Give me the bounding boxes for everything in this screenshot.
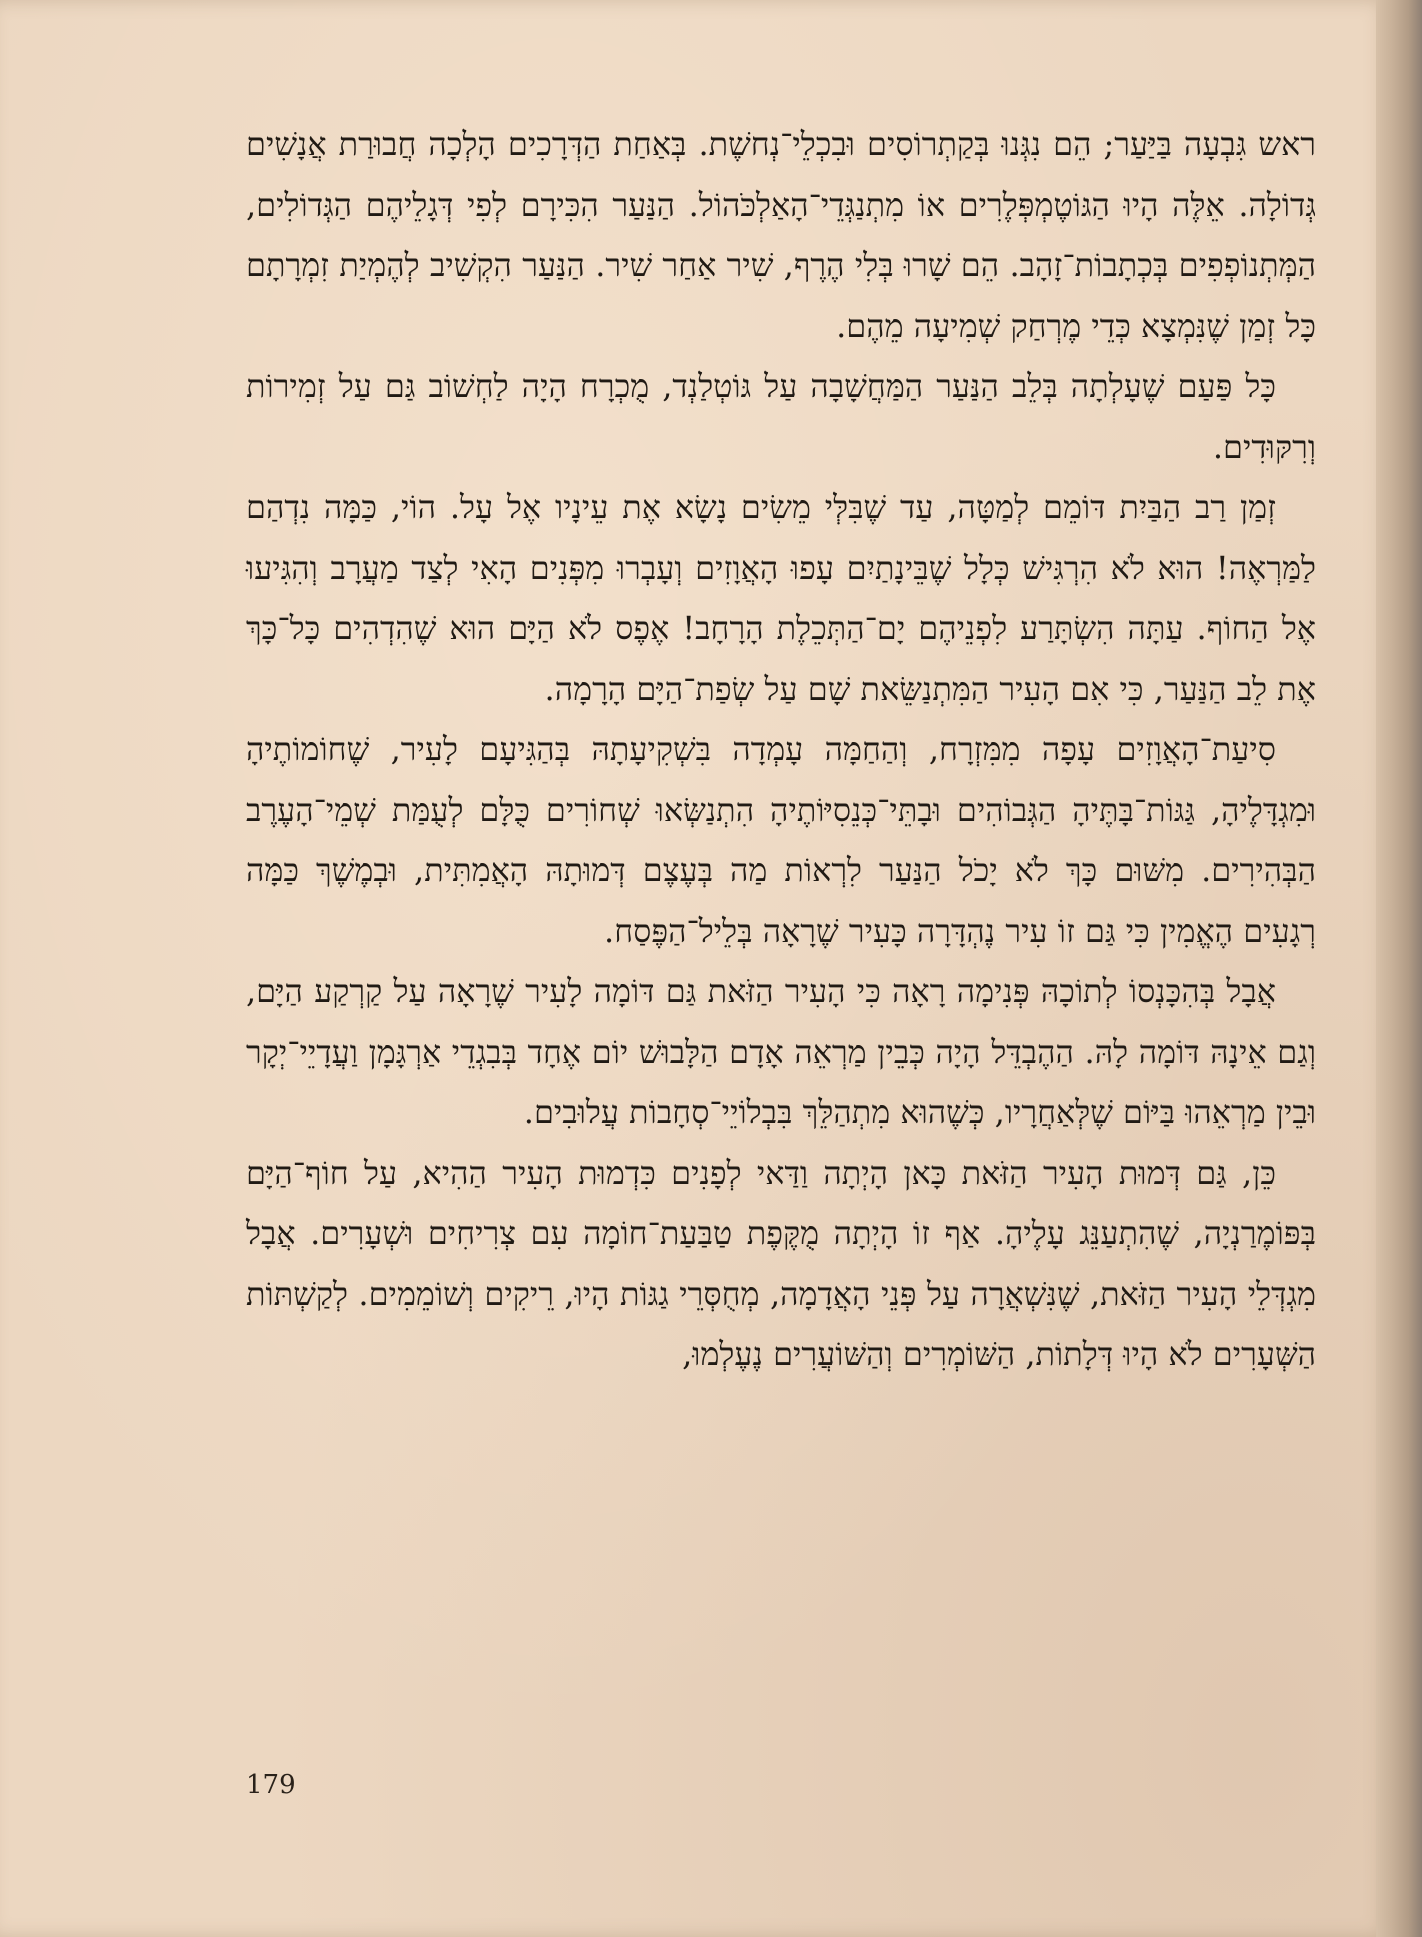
- paragraph-2: כָּל פַּעַם שֶׁעָלְתָה בְּלֵב הַנַּעַר הַמַּחֲשָׁבָה עַל גּוֹטְלַנְד, מֻכְרָח הָיָה לַחְשׁוֹב גַּם עַל זְמִירוֹת וְרִקּוּדִים.: [246, 367, 1316, 466]
- paragraph-5: אֲבָל בְּהִכָּנְסוֹ לְתוֹכָהּ פְּנִימָה רָאָה כִּי הָעִיר הַזֹּאת גַּם דּוֹמָה לָעִיר שֶׁרָאָה עַל קַרְקַע הַיָּם, וְגַם אֵינָהּ דּוֹמָה לָהּ. הַהֶבְדֵּל הָיָה כְּבֵין מַרְאֵה אָדָם הַלָּבוּשׁ יוֹם אֶחָד בְּבִגְדֵי אַרְגָּמָן וַעֲדָיֵי־יְקָר וּבֵין מַרְאֵהוּ בַּיּוֹם שֶׁלְּאַחֲרָיו, כְּשֶׁהוּא מִתְהַלֵּךְ בִּבְלוֹיֵי־סְחָבוֹת עֲלוּבִים.: [246, 972, 1316, 1131]
- page-number: 179: [246, 1770, 296, 1800]
- paragraph-1: ראש גִּבְעָה בַּיַּעַר; הֵם נִגְּנוּ בְּקַתְרוֹסִים וּבִכְלֵי־נְחשֶׁת. בְּאַחַת הַדְּרָכִים הָלְכָה חֲבוּרַת אֲנָשִׁים גְּדוֹלָה. אֵלֶּה הָיוּ הַגּוֹטֶמְפְּלֶרִים אוֹ מִתְנַגְּדֵי־הָאַלְכֹּהוֹל. הַנַּעַר הִכִּירָם לְפִי דְּגָלֵיהֶם הַגְּדוֹלִים, הַמְּתְנוֹפְפִים בְּכְתָבוֹת־זָהָב. הֵם שָׁרוּ בְּלִי הֶרֶף, שִׁיר אַחַר שִׁיר. הַנַּעַר הִקְשִׁיב לְהֶמְיַת זִמְרָתָם כָּל זְמַן שֶׁנִּמְצָא כְּדֵי מֶרְחַק שְׁמִיעָה מֵהֶם.: [246, 125, 1317, 345]
- page-edge: [1376, 0, 1422, 1937]
- body-text: [246, 114, 1316, 1385]
- paragraph-3: זְמַן רַב הַבַּיִת דּוֹמֵם לְמַטָּה, עַד שֶׁבִּלְּי מֵשִׂים נָשָׂא אֶת עֵינָיו אֶל עָל. הוֹי, כַּמָּה נִדְהַם לַמַּרְאֶה! הוּא לֹא הִרְגִּישׁ כְּלָל שֶׁבֵּינָתַיִם עָפוּ הָאֲוָזִים וְעָבְרוּ מִפְּנִים הָאִי לְצַד מַעֲרָב וְהִגִּיעוּ אֶל הַחוֹף. עַתָּה הִשְׂתָּרַע לִפְנֵיהֶם יָם־הַתְּכֵלֶת הָרָחָב! אֶפֶס לֹא הַיָּם הוּא שֶׁהִדְהִים כָּל־כָּךְ אֶת לֵב הַנַּעַר, כִּי אִם הָעִיר הַמִּתְנַשֵּׂאת שָׁם עַל שְׂפַת־הַיָּם הָרָמָה.: [246, 488, 1317, 708]
- paragraph-4: סִיעַת־הָאֲוָזִים עָפָה מִמִּזְרָח, וְהַחַמָּה עָמְדָה בִּשְׁקִיעָתָהּ בְּהַגִּיעָם לָעִיר, שֶׁחוֹמוֹתֶיהָ וּמִגְדָּלֶיהָ, גַּגּוֹת־בָּתֶּיהָ הַגְּבוֹהִים וּבָתֵּי־כְּנֵסִיּוֹתֶיהָ הִתְנַשְּׂאוּ שְׁחוֹרִים כֻּלָּם לְעֻמַּת שְׁמֵי־הָעֶרֶב הַבְּהִירִים. מִשּׁוּם כָּךְ לֹא יָכֹל הַנַּעַר לִרְאוֹת מַה בְּעֶצֶם דְּמוּתָהּ הָאֲמִתִּית, וּבְמֶשֶׁךְ כַּמָּה רְגָעִים הֶאֱמִין כִּי גַּם זוֹ עִיר נֶהְדָּרָה כָּעִיר שֶׁרָאָה בְּלֵיל־הַפֶּסַח.: [246, 730, 1316, 950]
- paragraph-6: כֵּן, גַּם דְּמוּת הָעִיר הַזֹּאת כָּאן הָיְתָה וַדַּאי לְפָנִים כִּדְמוּת הָעִיר הַהִיא, עַל חוֹף־הַיָּם בְּפּוֹמֶרַנְיָה, שֶׁהִתְעַנֵּג עָלֶיהָ. אַף זוֹ הָיְתָה מֻקֶּפֶת טַבַּעַת־חוֹמָה עִם צְרִיחִים וּשְׁעָרִים. אֲבָל מִגְדְּלֵי הָעִיר הַזֹּאת, שֶׁנִּשְׁאֲרָה עַל פְּנֵי הָאֲדָמָה, מְחֻסְּרֵי גַגּוֹת הָיוּ, רֵיקִים וְשׁוֹמֵמִים. לְקַשְׁתּוֹת הַשְּׁעָרִים לֹא הָיוּ דְּלָתוֹת, הַשּׁוֹמְרִים וְהַשּׁוֹעֲרִים נֶעֶלְמוּ,: [246, 1153, 1316, 1373]
